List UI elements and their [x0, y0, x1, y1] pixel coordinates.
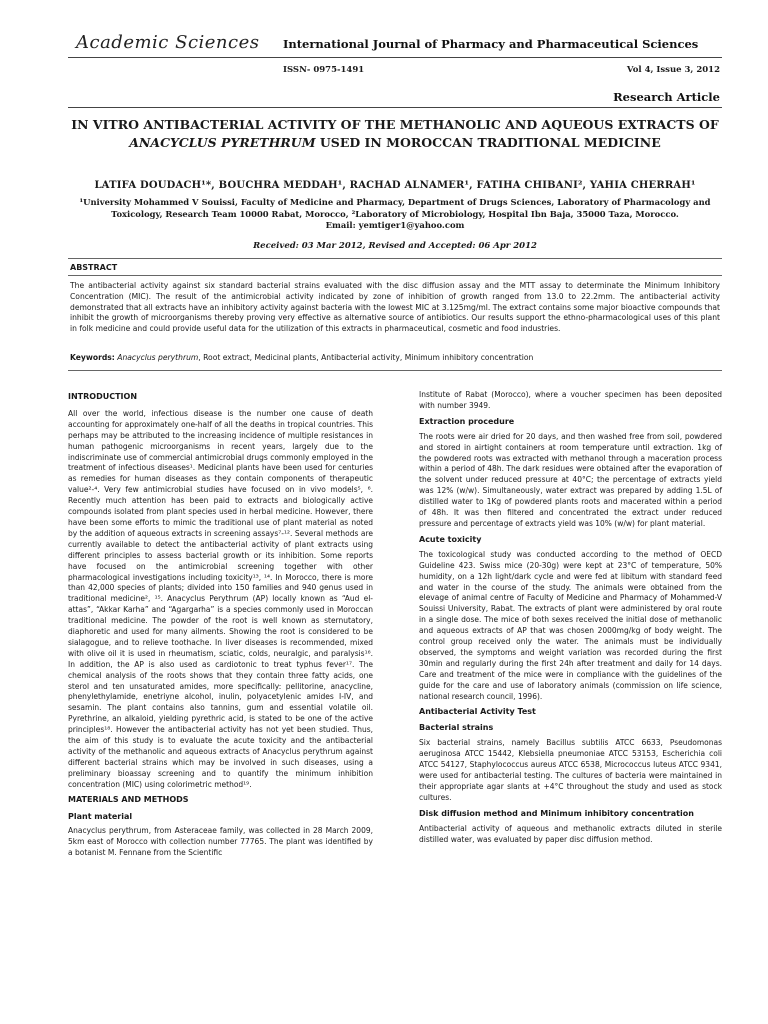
acute-toxicity-heading: Acute toxicity — [419, 534, 482, 544]
keywords-rule — [68, 370, 722, 371]
publisher-logo: Academic Sciences — [76, 32, 260, 53]
paper-title — [68, 116, 722, 152]
keywords — [70, 353, 720, 362]
abstract-heading: ABSTRACT — [70, 263, 118, 272]
plant-material-continued: Institute of Rabat (Morocco), where a voucher specimen has been deposited with number 3949. — [419, 390, 722, 410]
journal-title: International Journal of Pharmacy and Pharmaceutical Sciences — [283, 37, 699, 51]
title-divider — [68, 107, 722, 108]
issn: ISSN- 0975-1491 — [283, 65, 365, 75]
extraction-text: The roots were air dried for 20 days, and then washed free from soil, powdered and stored in airtight containers at room temperature until extraction. 1kg of the powdered roots was extracted with methanol through a maceration process within a period of 48h. The dark residues were obtained after the evaporation of the solvent under reduced pressure at 40°C; the percentage of extracts yield was 12% (w/w). Simultaneously, water extract was prepared by adding 1.5L of distilled water to 1Kg of powdered plants roots and macerated within a period of 48h. It was then filtered and concentrated the extract under reduced pressure and percentage of extracts yield was 10% (w/w) for plant material. — [419, 431, 722, 528]
acute-toxicity-text: The toxicological study was conducted according to the method of OECD Guideline 423. Swiss mice (20-30g) were kept at 23°C of temperature, 50% humidity, on a 12h light/dark cycle and were fed at libitum with standard feed and water in the course of the study. The animals were obtained from the elevage of animal centre of Faculty of Medicine and Pharmacy of Mohammed-V Souissi University, Rabat. The extracts of plant were administered by oral route in a single dose. The mice of both sexes received the initial dose of methanolic and aqueous extracts of AP that was chosen 2000mg/kg of body weight. The control group received only the water. The animals must be individually observed, the symptoms and weight variation was recorded during the first 30min and regularly during the first 24h after treatment and daily for 14 days. Care and treatment of the mice were in compliance with the guidelines of the guide for the care and use of laboratory animals (commission on life science, national research council, 1996). — [419, 549, 722, 701]
abstract-heading-rule — [68, 275, 722, 276]
keywords-species: Anacyclus perythrum — [117, 353, 199, 362]
received-dates: Received: 03 Mar 2012, Revised and Accepted: 06 Apr 2012 — [253, 241, 537, 251]
authors: LATIFA DOUDACH¹*, BOUCHRA MEDDAH¹, RACHAD ALNAMER¹, FATIHA CHIBANI², YAHIA CHERRAH¹ — [94, 180, 696, 191]
left-column — [68, 390, 373, 863]
right-column — [419, 390, 722, 849]
keywords-label: Keywords: — [70, 353, 115, 362]
disk-diffusion-heading: Disk diffusion method and Minimum inhibitory concentration — [419, 808, 694, 818]
bacterial-strains-text: Six bacterial strains, namely Bacillus subtilis ATCC 6633, Pseudomonas aeruginosa ATCC 15442, Klebsiella pneumoniae ATCC 53153, Escherichia coli ATCC 54127, Staphylococcus aureus ATCC 6538, Micrococcus luteus ATCC 9341, were used for antibacterial testing. The cultures of bacteria were maintained in their appropriate agar slants at +4°C throughout the study and used as stock cultures. — [419, 738, 722, 802]
volume-issue: Vol 4, Issue 3, 2012 — [626, 65, 720, 75]
plant-material-text: Anacyclus perythrum, from Asteraceae family, was collected in 28 March 2009, 5km east of Morocco with collection number 77765. The plant was identified by a botanist M. Fennane from the Scientific — [68, 826, 373, 858]
keywords-list: , Root extract, Medicinal plants, Antibacterial activity, Minimum inhibitory concentration — [198, 353, 534, 362]
article-type: Research Article — [613, 90, 720, 104]
affiliation: ¹University Mohammed V Souissi, Faculty of Medicine and Pharmacy, Department of Drugs Sciences, Laboratory of Pharmacology and Toxicology, Research Team 10000 Rabat, Morocco, ²Laboratory of Microbiology, Hospital Ibn Baja, 35000 Taza, Morocco. — [79, 197, 711, 219]
title-species: ANACYCLUS PYRETHRUM — [129, 135, 316, 150]
methods-heading: MATERIALS AND METHODS — [68, 794, 189, 804]
title-line-1: IN VITRO ANTIBACTERIAL ACTIVITY OF THE METHANOLIC AND AQUEOUS EXTRACTS OF — [71, 117, 719, 132]
introduction-heading: INTRODUCTION — [68, 392, 138, 401]
affiliation-block — [74, 197, 716, 232]
extraction-heading: Extraction procedure — [419, 416, 515, 426]
plant-material-heading: Plant material — [68, 811, 133, 821]
header-divider — [68, 57, 722, 58]
abstract-text: The antibacterial activity against six standard bacterial strains evaluated with the disc diffusion assay and the MTT assay to determinate the Minimum Inhibitory Concentration (MIC). The result of the antimicrobial activity indicated by zone of inhibition of growth ranged from 13.0 to 22.2mm. The antibacterial activity demonstrated that all extracts have an inhibitory activity against bacteria with the lowest MIC at 3.125mg/ml. The extract contains some major bioactive compounds that inhibit the growth of microorganisms thereby proving very effective as alternative source of antibiotics. Our results support the ethno-pharmacological uses of this plant in folk medicine and could provide useful data for the utilization of this extracts in pharmaceutical, cosmetic and food industries. — [70, 281, 720, 334]
bacterial-strains-heading: Bacterial strains — [419, 723, 494, 733]
introduction-text: All over the world, infectious disease is the number one cause of death accounting for approximately one-half of all the deaths in tropical countries. This perhaps may be attributed to the increasing incidence of multiple resistances in human pathogenic microorganisms in recent years, largely due to the indiscriminate use of commercial antimicrobial drugs commonly employed in the treatment of infectious diseases¹. Medicinal plants have been used for centuries as remedies for human diseases as they contain components of therapeutic value²-⁴. Very few antimicrobial studies have focused on in vivo models⁵, ⁶. Recently much attention has been paid to extracts and biologically active compounds isolated from plant species used in herbal medicine. However, there have been some efforts to mimic the traditional use of plant material as noted by the addition of aqueous extracts in screening assays⁷-¹². Several methods are currently available to detect the antibacterial activity of plant extracts using different principles to assess bacterial growth or its inhibition. Some reports have focused on the antimicrobial screening together with other pharmacological investigations including toxicity¹³, ¹⁴. In Morocco, there is more than 42,000 species of plants; divided into 150 families and 940 genus used in traditional medicine², ¹⁵. Anacyclus Perythrum (AP) locally known as “Aud el-attas”, “Akkar Karha” and “Agargarha” is a species commonly used in Moroccan traditional medicine. The powder of the root is well known as sternutatory, diaphoretic and used for many ailments. Showing the root is considered to be sialagogue, and to relieve toothache. In liver diseases is recommended, mixed with olive oil it is used in rheumatism, sciatic, colds, neuralgic, and paralysis¹⁶. In addition, the AP is also used as cardiotonic to treat typhus fever¹⁷. The chemical analysis of the roots shows that they contain three fatty acids, one sterol and ten unsaturated amides, more specifically: pellitorine, anacycline, phenylethylamide, enetriyne alcohol, inulin, polyacetylenic amides I-IV, and sesamin. The plant contains also tannins, gum and essential volatile oil. Pyrethrine, an alkaloid, yielding pyrethric acid, is stated to be one of the active principles¹⁸. However the antibacterial activity has not yet been studied. Thus, the aim of this study is to evaluate the acute toxicity and the antibacterial activity of the methanolic and aqueous extracts of Anacyclus perythrum against different bacterial strains which may be involved in such diseases, using a preliminary bioassay screening and to quantify the minimum inhibition concentration (MIC) using colorimetric method¹⁹. — [68, 408, 373, 789]
disk-diffusion-text: Antibacterial activity of aqueous and methanolic extracts diluted in sterile distilled water, was evaluated by paper disc diffusion method. — [419, 823, 722, 844]
email: Email: yemtiger1@yahoo.com — [325, 220, 465, 230]
antibacterial-test-heading: Antibacterial Activity Test — [419, 707, 536, 717]
title-rest: USED IN MOROCCAN TRADITIONAL MEDICINE — [315, 135, 661, 150]
abstract-top-rule — [68, 258, 722, 259]
title-line-2 — [68, 134, 722, 152]
